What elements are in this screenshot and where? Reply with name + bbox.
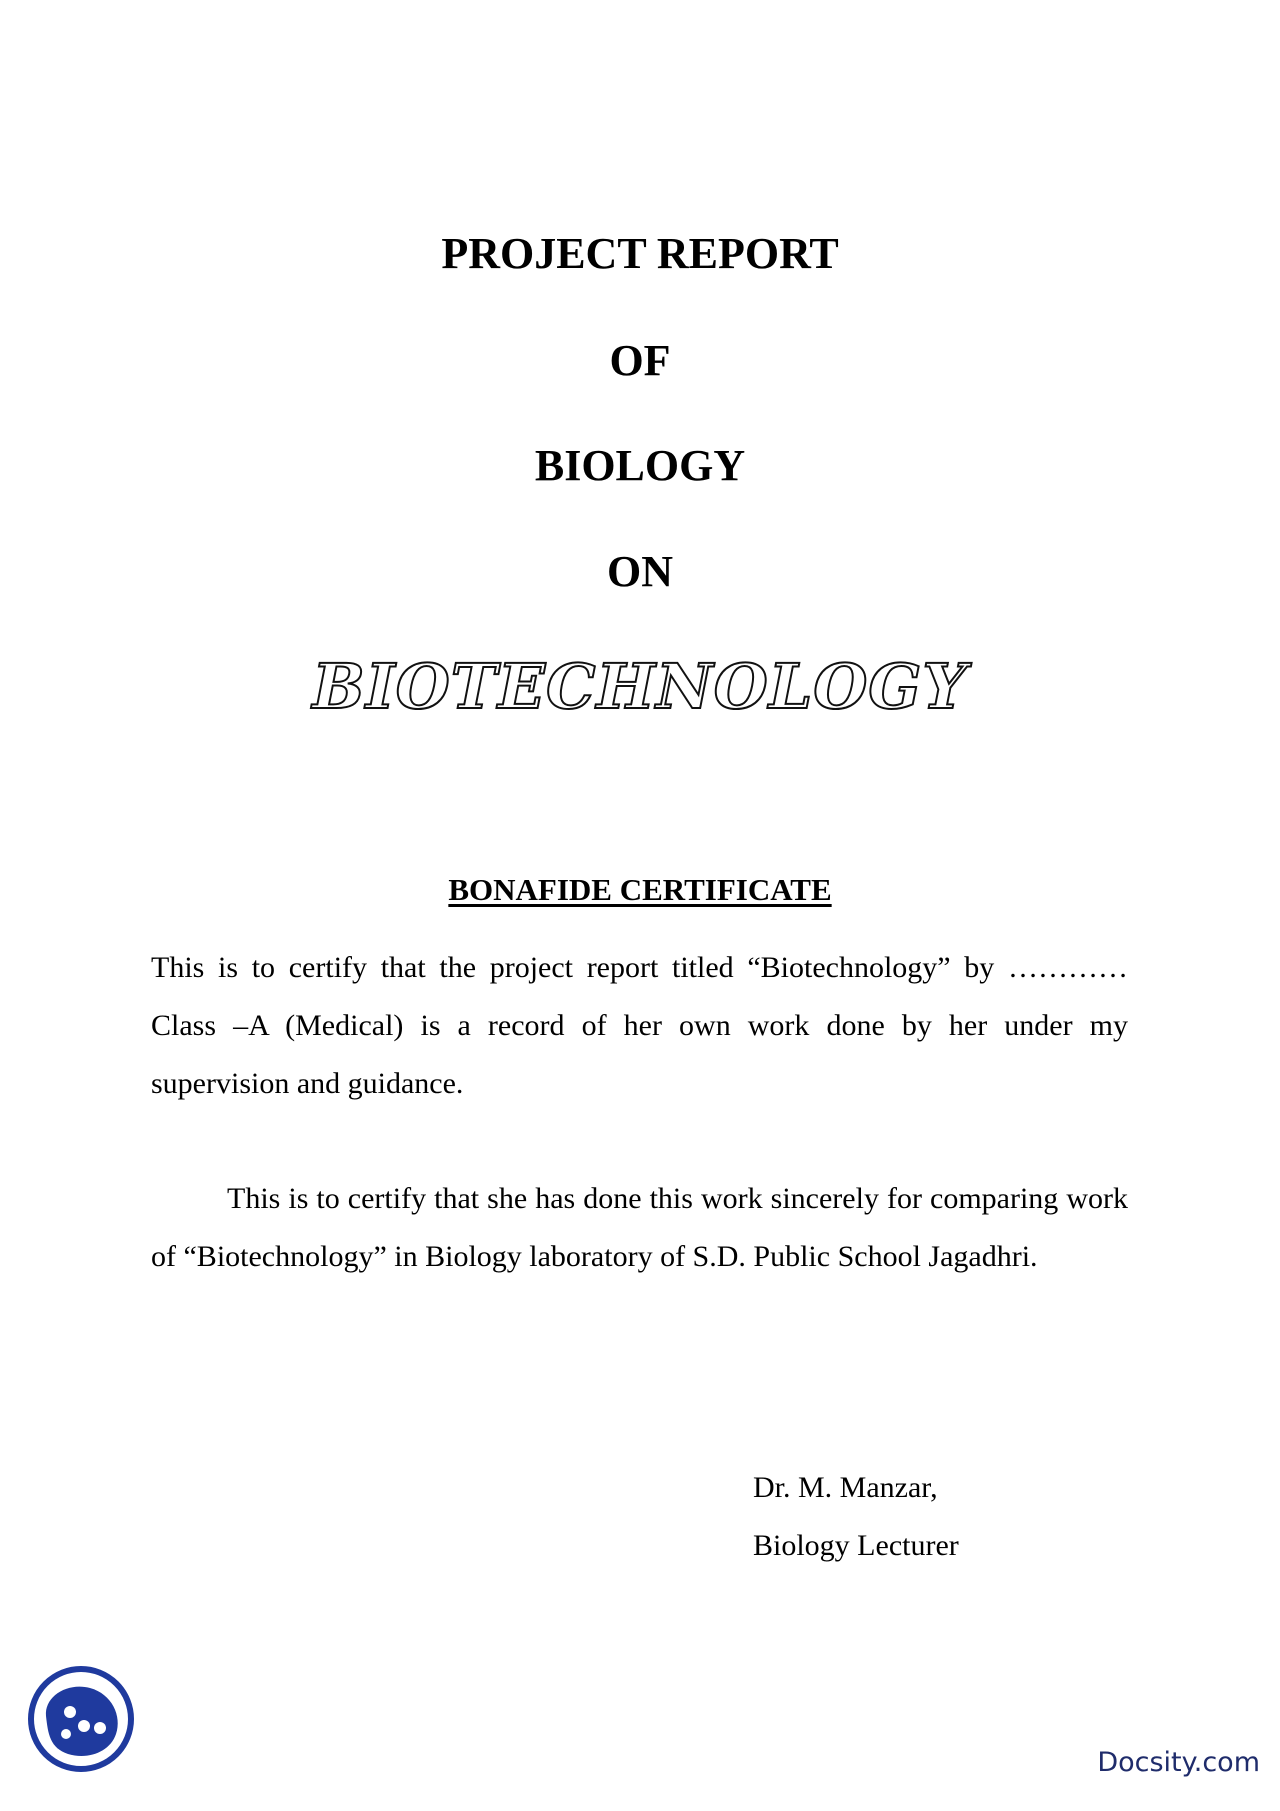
title-biology: BIOLOGY bbox=[534, 441, 746, 490]
certificate-paragraph-1: This is to certify that the project report titled “Biotechnology” by ………… Class –A (Medical) is a record of her own work done by her under my supervision and guidance. bbox=[151, 951, 1128, 1100]
title-on: ON bbox=[607, 547, 673, 596]
signatory-designation: Biology Lecturer bbox=[753, 1529, 959, 1562]
title-project-report: PROJECT REPORT bbox=[441, 229, 839, 278]
certificate-paragraph-2: This is to certify that she has done this work sincerely for comparing work of “Biotechnology” in Biology laboratory of S.D. Public School Jagadhri. bbox=[151, 1182, 1128, 1273]
docsity-logo-icon bbox=[26, 1664, 136, 1774]
signatory-name: Dr. M. Manzar, bbox=[753, 1471, 938, 1504]
docsity-brand[interactable]: Docsity.com bbox=[1097, 1747, 1260, 1778]
certificate-heading: BONAFIDE CERTIFICATE bbox=[448, 872, 832, 907]
subject-title: BIOTECHNOLOGY bbox=[312, 650, 968, 723]
title-of: OF bbox=[609, 336, 671, 385]
signature-block bbox=[753, 1459, 959, 1575]
